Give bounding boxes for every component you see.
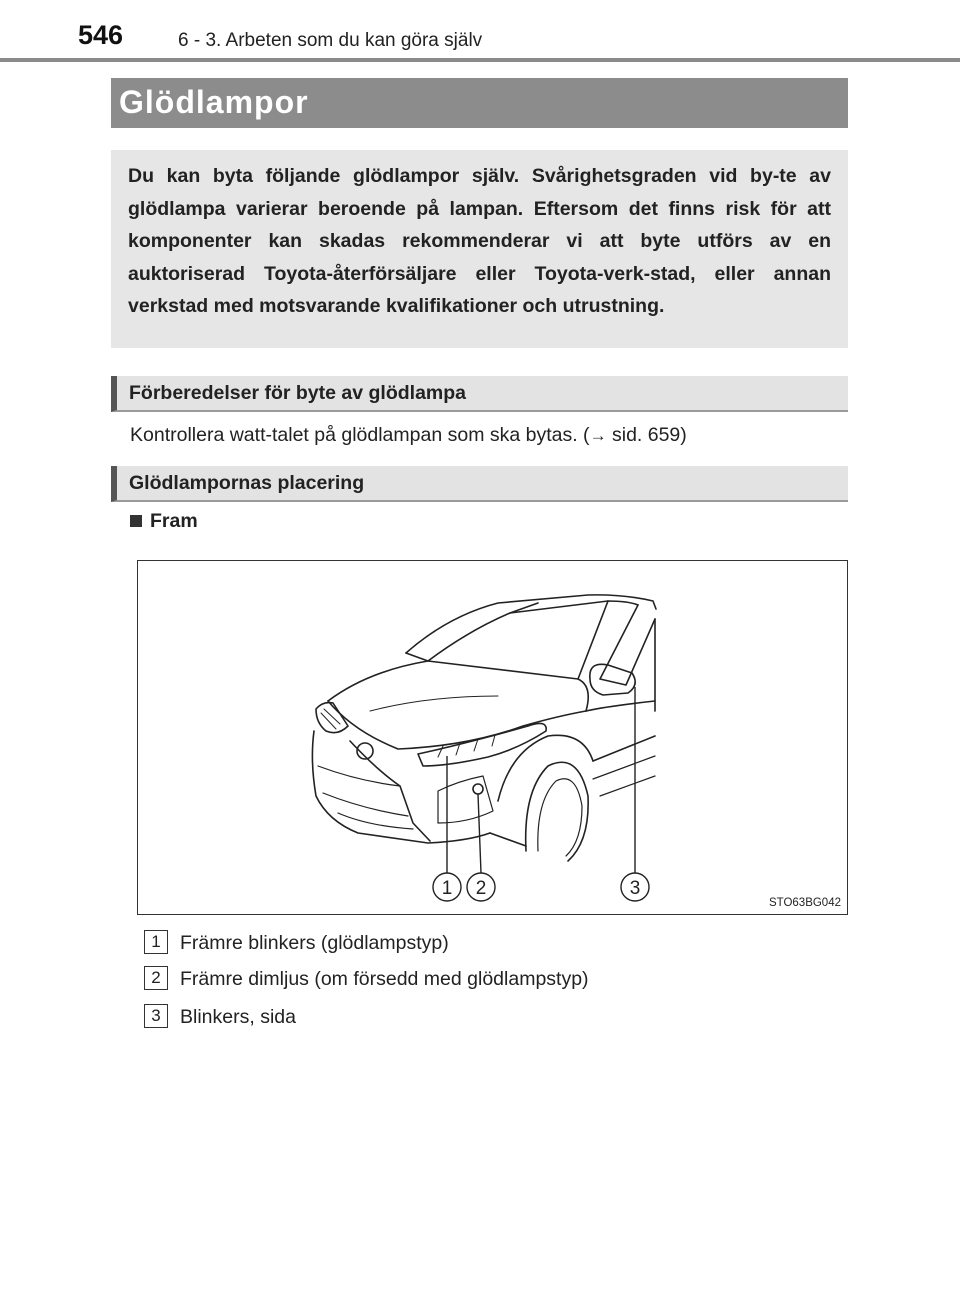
car-drawing (138, 561, 849, 916)
placement-heading-bar (111, 466, 848, 502)
car-front-illustration (137, 560, 848, 915)
legend-text-2: Främre dimljus (om försedd med glödlampstyp) (180, 968, 589, 990)
intro-box (111, 150, 848, 348)
arrow-icon: → (589, 426, 607, 445)
legend-text-3: Blinkers, sida (180, 1006, 296, 1028)
callout-2: 2 (475, 878, 487, 899)
subsection-fram (130, 510, 198, 533)
legend-num-1: 1 (144, 930, 168, 954)
legend-text-1: Främre blinkers (glödlampstyp) (180, 932, 449, 954)
chapter-title: 6 - 3. Arbeten som du kan göra själv (178, 30, 483, 51)
placement-heading: Glödlampornas placering (129, 472, 365, 494)
callout-3: 3 (629, 878, 641, 899)
callout-1: 1 (441, 878, 453, 899)
subsection-label: Fram (150, 510, 198, 532)
header-rule (0, 58, 960, 62)
legend-num-3: 3 (144, 1004, 168, 1028)
prep-text (130, 424, 687, 447)
page-number: 546 (78, 20, 124, 50)
prep-page-link[interactable]: sid. 659) (606, 424, 687, 446)
section-title: Glödlampor (119, 84, 309, 120)
legend-num-2: 2 (144, 966, 168, 990)
prep-heading: Förberedelser för byte av glödlampa (129, 382, 467, 404)
section-banner (111, 78, 848, 128)
square-bullet-icon (130, 515, 142, 527)
prep-text-before: Kontrollera watt-talet på glödlampan som ska bytas. ( (130, 424, 590, 446)
intro-text: Du kan byta följande glödlampor själv. Svårighetsgraden vid by-te av glödlampa varierar beroende på lampan. Eftersom det finns risk för att komponenter kan skadas rekommenderar vi att byte utförs av en auktoriserad Toyota-återförsäljare eller Toyota-verk-stad, eller annan verkstad med motsvarande kvalifikationer och utrustning. (128, 165, 831, 318)
prep-heading-bar (111, 376, 848, 412)
figure-code: STO63BG042 (768, 897, 841, 909)
